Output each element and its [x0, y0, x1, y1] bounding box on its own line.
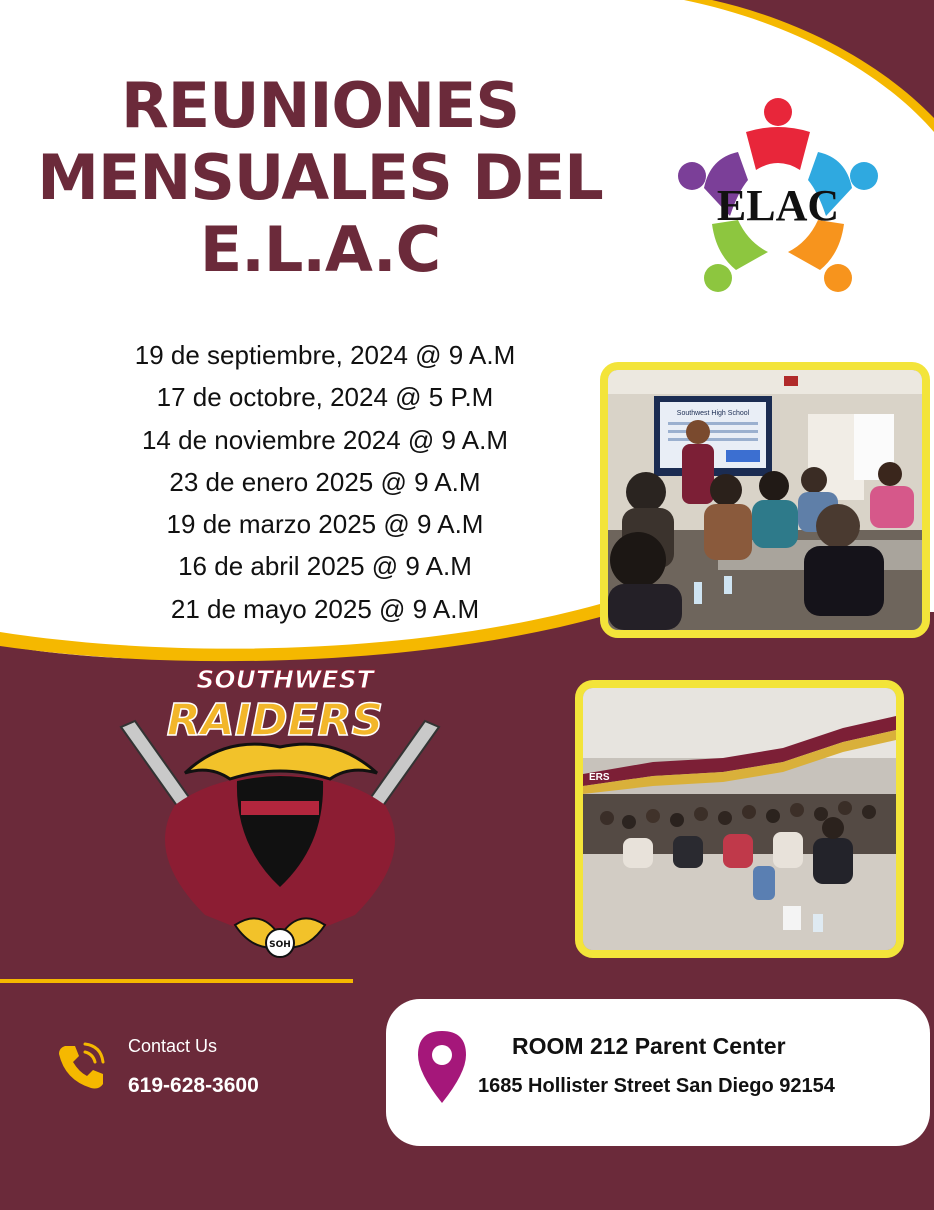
- meeting-date: 19 de septiembre, 2024 @ 9 A.M: [134, 340, 516, 370]
- title-line: REUNIONES: [121, 69, 519, 142]
- screen-title: Southwest High School: [676, 410, 750, 417]
- contact-label: Contact Us: [128, 1036, 218, 1056]
- wall-sign: ERS: [589, 772, 610, 783]
- pirate-hat: [185, 744, 377, 779]
- phone-icon: [55, 1040, 107, 1092]
- elac-logo: [668, 92, 888, 302]
- meeting-date: 19 de marzo 2025 @ 9 A.M: [166, 509, 484, 540]
- meeting-photo-classroom: [600, 362, 930, 638]
- meeting-date: 17 de octobre, 2024 @ 5 P.M: [156, 382, 494, 413]
- room-location: ROOM 212 Parent Center: [512, 1033, 786, 1059]
- meeting-photo-cafeteria: [575, 680, 904, 958]
- figure-head-blue: [850, 162, 878, 190]
- meeting-date: 21 de mayo 2025 @ 9 A.M: [170, 593, 480, 624]
- southwest-raiders-logo: [115, 655, 445, 985]
- title-line: E.L.A.C: [199, 213, 441, 286]
- title-line: MENSUALES DEL: [37, 141, 603, 214]
- elac-logo-text: ELAC: [716, 181, 840, 230]
- figure-head-purple: [678, 162, 706, 190]
- figure-head-red: [764, 98, 792, 126]
- meeting-photo-classroom-image: [608, 370, 922, 630]
- page-title: [20, 70, 620, 286]
- street-address: 1685 Hollister Street San Diego 92154: [478, 1075, 835, 1097]
- figure-head-green: [704, 264, 732, 292]
- logo-word-southwest: SOUTHWEST: [196, 665, 374, 694]
- map-pin-icon: [416, 1029, 468, 1105]
- meeting-date: 14 de noviembre 2024 @ 9 A.M: [141, 424, 509, 455]
- meeting-date: 23 de enero 2025 @ 9 A.M: [169, 466, 481, 497]
- gold-divider-line: [0, 979, 353, 983]
- monogram-text: SOH: [269, 940, 291, 950]
- figure-head-orange: [824, 264, 852, 292]
- logo-word-raiders: RAIDERS: [166, 695, 384, 746]
- meeting-photo-cafeteria-image: [583, 688, 896, 950]
- pirate-mask: [241, 801, 319, 815]
- meeting-date: 16 de abril 2025 @ 9 A.M: [178, 551, 472, 582]
- figure-body-red: [746, 127, 810, 170]
- location-card: [386, 999, 930, 1146]
- meeting-dates-list: [70, 334, 580, 630]
- contact-phone-number[interactable]: 619-628-3600: [128, 1074, 259, 1097]
